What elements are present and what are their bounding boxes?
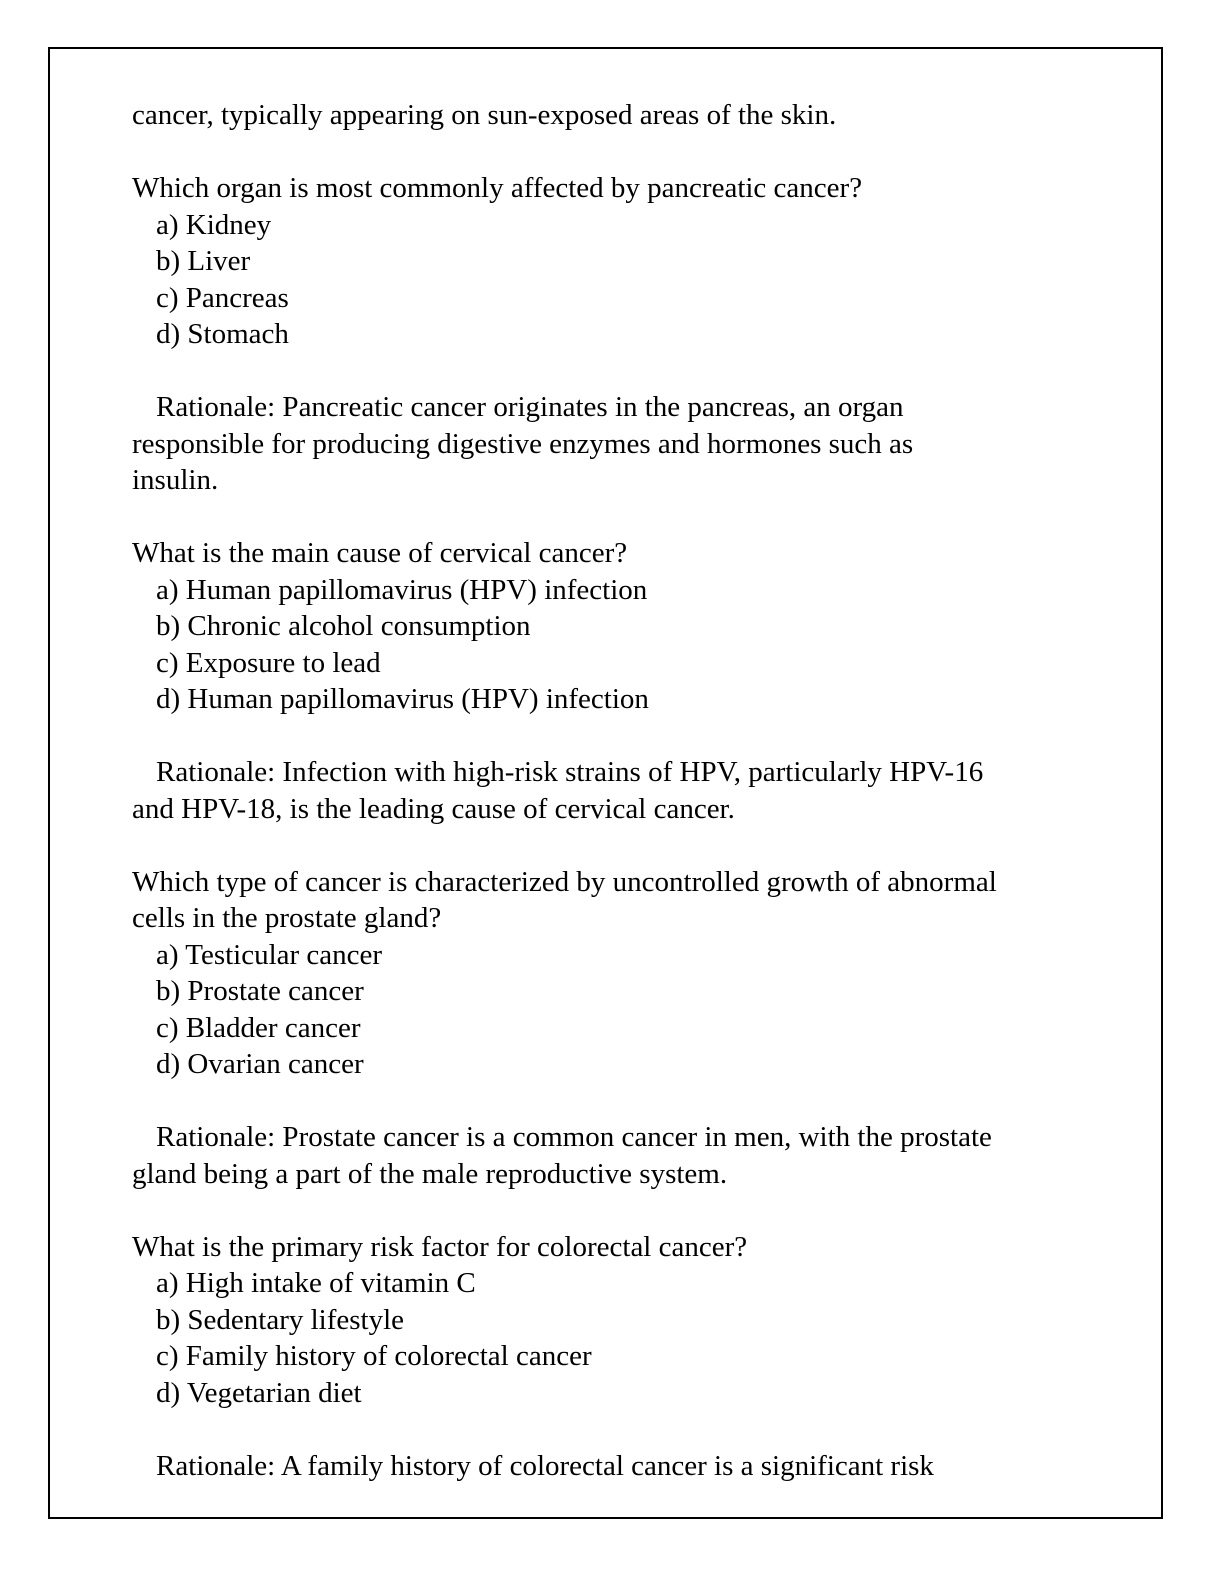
rationale-text: and HPV-18, is the leading cause of cervical cancer. [132,792,735,825]
question-text: cells in the prostate gland? [132,902,442,934]
spacer [132,1083,1122,1120]
rationale-text: insulin. [132,464,219,496]
answer-option: b) Liver [156,245,251,277]
answer-option: a) High intake of vitamin C [156,1267,476,1299]
answer-option: b) Chronic alcohol consumption [156,610,531,642]
rationale-text: gland being a part of the male reproductive system. [132,1157,728,1190]
rationale-text: Rationale: Infection with high-risk strains of HPV, particularly HPV-16 [156,756,984,788]
spacer [132,1192,1122,1229]
answer-option: c) Bladder cancer [156,1011,361,1044]
spacer [132,499,1122,536]
question-text: What is the primary risk factor for colorectal cancer? [132,1230,748,1263]
rationale-text: Rationale: Prostate cancer is a common cancer in men, with the prostate [156,1121,992,1153]
question-text: Which organ is most commonly affected by pancreatic cancer? [132,172,863,204]
rationale-text: responsible for producing digestive enzymes and hormones such as [132,427,914,460]
question-text: What is the main cause of cervical cancer? [132,537,628,569]
spacer [132,718,1122,755]
question-text: Which type of cancer is characterized by uncontrolled growth of abnormal [132,865,997,898]
answer-option: a) Human papillomavirus (HPV) infection [156,573,648,606]
answer-option: a) Kidney [156,208,272,241]
rationale-text: Rationale: Pancreatic cancer originates in the pancreas, an organ [156,391,904,423]
answer-option: b) Prostate cancer [156,975,364,1007]
answer-option: c) Exposure to lead [156,646,381,679]
rationale-text: Rationale: A family history of colorectal cancer is a significant risk [156,1449,934,1482]
answer-option: d) Vegetarian diet [156,1376,362,1409]
answer-option: d) Human papillomavirus (HPV) infection [156,683,649,715]
answer-option: c) Pancreas [156,281,289,314]
spacer [132,134,1122,171]
answer-option: b) Sedentary lifestyle [156,1303,405,1336]
spacer [132,1411,1122,1448]
document-body [132,97,1122,1484]
answer-option: d) Ovarian cancer [156,1048,364,1080]
intro-line: cancer, typically appearing on sun-exposed areas of the skin. [132,99,837,131]
spacer [132,353,1122,390]
answer-option: d) Stomach [156,318,289,350]
answer-option: a) Testicular cancer [156,938,383,971]
spacer [132,827,1122,864]
answer-option: c) Family history of colorectal cancer [156,1340,592,1372]
